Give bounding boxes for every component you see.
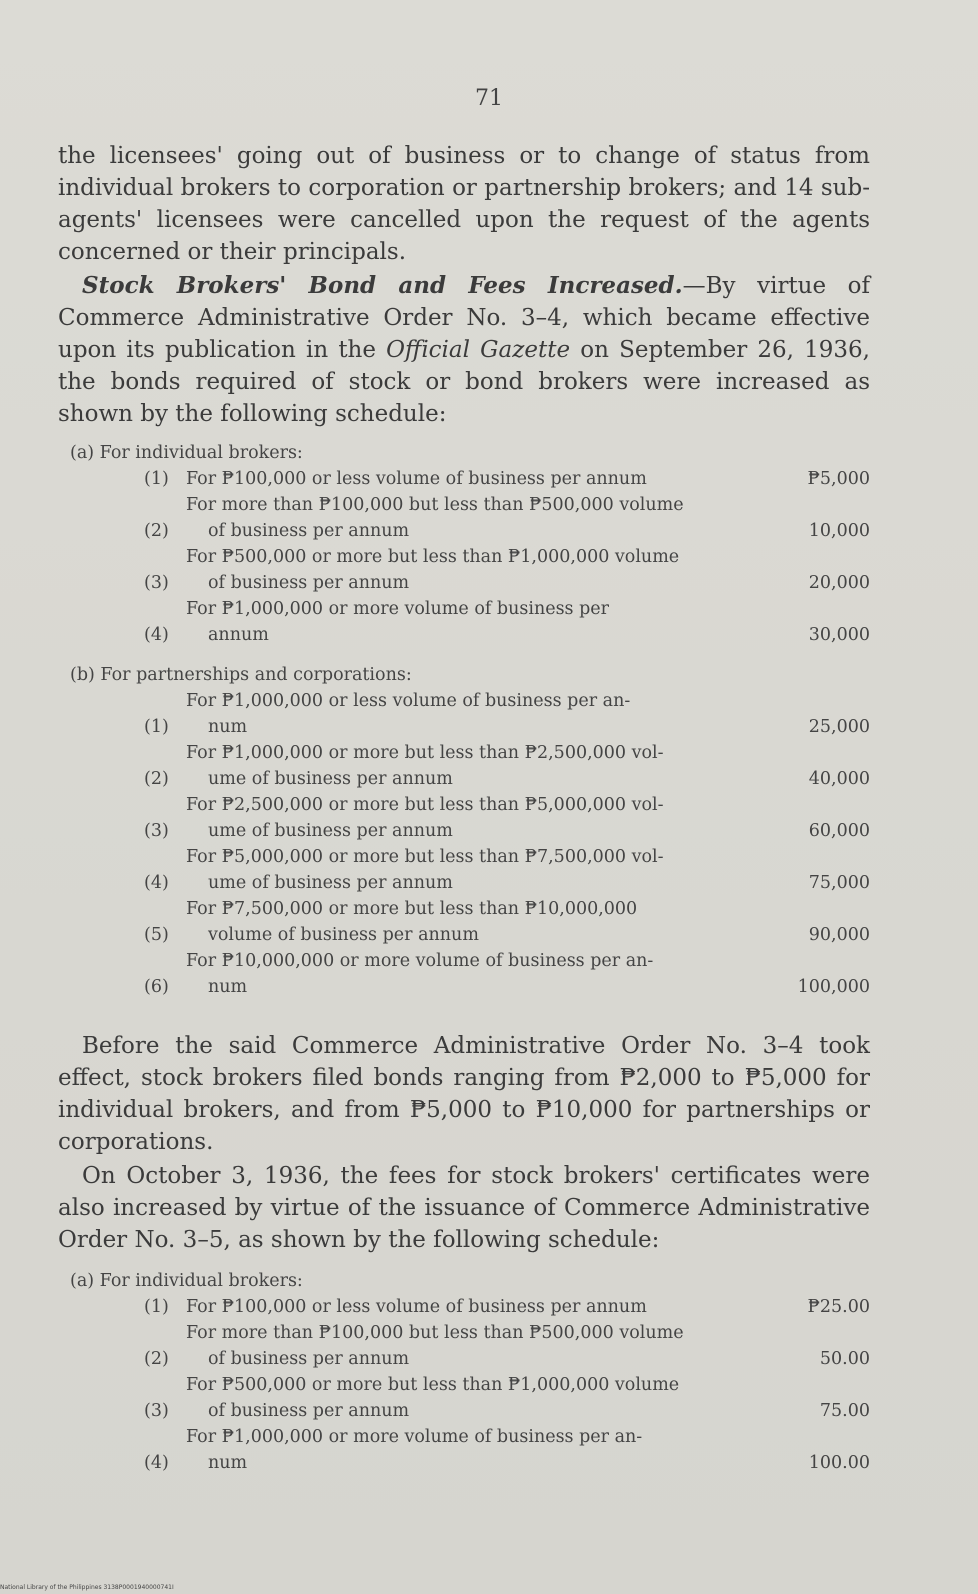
item-amount: 75.00 — [819, 1401, 870, 1421]
item-description-line: of business per annum — [208, 1401, 410, 1421]
gazette-title: Official Gazette — [386, 337, 571, 363]
schedule-item — [144, 792, 870, 844]
item-description-line: ume of business per annum — [208, 873, 453, 893]
item-description — [186, 1372, 760, 1424]
item-amount: 90,000 — [808, 925, 870, 945]
item-amount: 100.00 — [808, 1453, 870, 1473]
item-amount: 25,000 — [808, 717, 870, 737]
item-number: (4) — [144, 625, 169, 645]
item-amount: 30,000 — [808, 625, 870, 645]
item-description-line: num — [208, 1453, 248, 1473]
item-description-line: of business per annum — [208, 521, 410, 541]
item-description-line: For more than ₱100,000 but less than ₱500,000 volume — [186, 1323, 684, 1343]
schedule-group-individual — [70, 466, 870, 648]
schedule-group-individual-fees — [70, 1294, 870, 1476]
paragraph-bond-increase — [58, 270, 870, 430]
item-description — [186, 492, 760, 544]
item-number: (2) — [144, 1349, 169, 1369]
item-description-line: For ₱2,500,000 or more but less than ₱5,000,000 vol- — [186, 795, 664, 815]
schedule-item — [144, 896, 870, 948]
item-description-line: For ₱5,000,000 or more but less than ₱7,500,000 vol- — [186, 847, 664, 867]
item-amount: 20,000 — [808, 573, 870, 593]
item-number: (3) — [144, 821, 169, 841]
item-number: (3) — [144, 573, 169, 593]
item-description — [186, 688, 760, 740]
item-description — [186, 1294, 760, 1320]
item-description-line: of business per annum — [208, 573, 410, 593]
item-amount: 40,000 — [808, 769, 870, 789]
scan-footer: National Library of the Philippines 3138P0001940000741I — [0, 1584, 174, 1591]
item-description-line: annum — [208, 625, 269, 645]
paragraph-before-order — [58, 1030, 870, 1158]
paragraph-fees-increase-text: On October 3, 1936, the fees for stock brokers' certificates were also increased by virtue of the issuance of Commerce Administrative Order No. 3–5, as shown by the following schedule: — [58, 1163, 870, 1253]
item-description-line: For ₱1,000,000 or less volume of business per an- — [186, 691, 631, 711]
paragraph-fees-increase — [58, 1160, 870, 1256]
section-heading: Stock Brokers' Bond and Fees Increased. — [82, 272, 683, 299]
item-amount: 50.00 — [819, 1349, 870, 1369]
item-description — [186, 466, 760, 492]
item-description — [186, 544, 760, 596]
item-description-line: ume of business per annum — [208, 769, 453, 789]
item-description — [186, 740, 760, 792]
item-description — [186, 896, 760, 948]
fees-schedule — [70, 1268, 870, 1476]
item-number: (5) — [144, 925, 169, 945]
schedule-item — [144, 1424, 870, 1476]
paragraph-licensees-text: the licensees' going out of business or to change of status from individual brokers to corporation or partnership brokers; and 14 sub-agents' licensees were cancelled upon the request of the agents concerned or their principals. — [58, 143, 870, 265]
item-amount: ₱25.00 — [807, 1297, 870, 1317]
item-description-line: of business per annum — [208, 1349, 410, 1369]
item-description-line: For more than ₱100,000 but less than ₱500,000 volume — [186, 495, 684, 515]
schedule-group-partnerships — [70, 688, 870, 1000]
page-number: 71 — [475, 86, 503, 111]
paragraph-before-order-text: Before the said Commerce Administrative Order No. 3–4 took effect, stock brokers filed bonds ranging from ₱2,000 to ₱5,000 for individual brokers, and from ₱5,000 to ₱10,000 for partnerships or corporations. — [58, 1033, 870, 1155]
item-amount: ₱5,000 — [807, 469, 870, 489]
item-amount: 10,000 — [808, 521, 870, 541]
item-number: (1) — [144, 717, 169, 737]
schedule-item — [144, 466, 870, 492]
item-number: (6) — [144, 977, 169, 997]
item-number: (3) — [144, 1401, 169, 1421]
item-description — [186, 844, 760, 896]
item-number: (4) — [144, 873, 169, 893]
schedule-item — [144, 844, 870, 896]
item-number: (2) — [144, 521, 169, 541]
bond-schedule — [70, 440, 870, 1000]
item-description-line: For ₱100,000 or less volume of business per annum — [186, 469, 647, 489]
paragraph-licensees — [58, 140, 870, 268]
item-description-line: For ₱1,000,000 or more but less than ₱2,500,000 vol- — [186, 743, 664, 763]
item-description-line: volume of business per annum — [208, 925, 479, 945]
item-description-line: num — [208, 717, 248, 737]
item-description-line: ume of business per annum — [208, 821, 453, 841]
item-description — [186, 948, 760, 1000]
schedule-item — [144, 740, 870, 792]
item-description-line: For ₱500,000 or more but less than ₱1,000,000 volume — [186, 1375, 680, 1395]
schedule-item — [144, 1320, 870, 1372]
item-description-line: num — [208, 977, 248, 997]
schedule-item — [144, 1372, 870, 1424]
schedule-item — [144, 596, 870, 648]
item-description-line: For ₱7,500,000 or more but less than ₱10,000,000 — [186, 899, 638, 919]
item-description-line: For ₱1,000,000 or more volume of business per — [186, 599, 610, 619]
paragraph-bond-text-a: —By virtue of Commerce Administrative Order No. 3–4, which became effective upon its publication in the — [58, 273, 870, 363]
item-number: (1) — [144, 1297, 169, 1317]
item-description — [186, 596, 760, 648]
item-number: (4) — [144, 1453, 169, 1473]
schedule-item — [144, 1294, 870, 1320]
item-description-line: For ₱100,000 or less volume of business per annum — [186, 1297, 647, 1317]
paragraph-bond-text-b: on September 26, 1936, the bonds required of stock or bond brokers were increased as shown by the following schedule: — [58, 337, 870, 427]
item-number: (2) — [144, 769, 169, 789]
schedule-item — [144, 688, 870, 740]
item-number: (1) — [144, 469, 169, 489]
item-description — [186, 792, 760, 844]
item-description — [186, 1424, 760, 1476]
item-description — [186, 1320, 760, 1372]
schedule-group-label: (b) For partnerships and corporations: — [70, 665, 412, 685]
item-amount: 60,000 — [808, 821, 870, 841]
schedule-group-label: (a) For individual brokers: — [70, 443, 303, 463]
schedule-item — [144, 544, 870, 596]
schedule-item — [144, 492, 870, 544]
item-description-line: For ₱10,000,000 or more volume of business per an- — [186, 951, 654, 971]
item-amount: 100,000 — [797, 977, 870, 997]
schedule-group-label: (a) For individual brokers: — [70, 1271, 303, 1291]
item-description-line: For ₱500,000 or more but less than ₱1,000,000 volume — [186, 547, 680, 567]
schedule-item — [144, 948, 870, 1000]
item-amount: 75,000 — [808, 873, 870, 893]
item-description-line: For ₱1,000,000 or more volume of business per an- — [186, 1427, 643, 1447]
